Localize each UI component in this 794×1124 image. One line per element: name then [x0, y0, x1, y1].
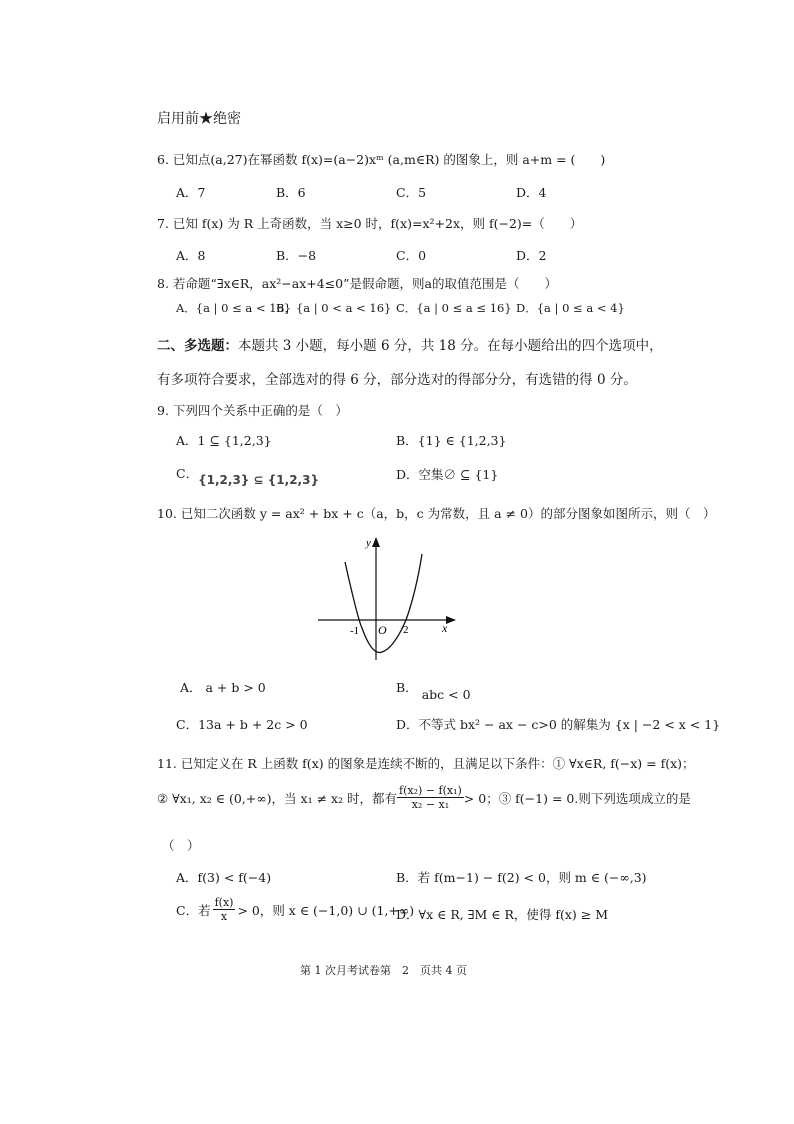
graph-root-left: -1 [350, 625, 360, 637]
parabola-graph [310, 534, 460, 664]
graph-y-label: y [366, 537, 371, 549]
exam-header-label: 启用前★绝密 [157, 111, 241, 127]
question-8-stem: 8. 若命题“∃x∈R，ax²−ax+4≤0”是假命题，则a的取值范围是（ ） [157, 276, 557, 291]
q11-fraction-denominator: x₂ − x₁ [411, 798, 450, 811]
q8-option-b: B．{a | 0 < a < 16} [276, 301, 392, 315]
question-9-stem: 9. 下列四个关系中正确的是（ ） [157, 403, 348, 418]
q9-option-c-label: C． [176, 466, 199, 481]
q7-option-b: B．−8 [276, 248, 317, 263]
section-2-title: 二、多选题： [157, 338, 238, 354]
question-7-stem: 7. 已知 f(x) 为 R 上奇函数，当 x≥0 时，f(x)=x²+2x，则 f(−2)=（ ） [157, 216, 583, 231]
q10-option-d: D．不等式 bx² − ax − c>0 的解集为 {x | −2 < x < 1} [396, 717, 721, 732]
q6-option-c: C．5 [396, 185, 427, 200]
q9-option-d: D．空集∅ ⊆ {1} [396, 467, 499, 482]
q7-option-a: A．8 [176, 248, 206, 263]
q11-option-b: B．若 f(m−1) − f(2) < 0，则 m ∈ (−∞,3) [396, 870, 647, 885]
q8-option-a: A．{a | 0 ≤ a < 16} [176, 301, 292, 315]
section-2-desc-1: 本题共 3 小题，每小题 6 分，共 18 分。在每小题给出的四个选项中， [238, 338, 663, 354]
q7-option-d: D．2 [516, 248, 547, 263]
q11-condition-2-text: ② ∀x₁, x₂ ∈ (0,+∞)，当 x₁ ≠ x₂ 时，都有 [157, 790, 398, 806]
q10-option-b [396, 678, 471, 702]
q10-option-c: C．13a + b + 2c > 0 [176, 717, 308, 732]
q11-fraction-numerator: f(x₂) − f(x₁) [399, 784, 462, 797]
parabola-curve [345, 554, 422, 653]
q9-option-c [176, 464, 319, 487]
q11-option-c [176, 896, 414, 923]
q10-option-b-label: B． [396, 680, 418, 695]
page-footer: 第 1 次月考试卷第 2 页共 4 页 [300, 964, 467, 977]
q9-option-c-expression: {1,2,3} ⊆ {1,2,3} [198, 473, 319, 487]
q10-option-b-expression: abc < 0 [421, 687, 471, 702]
q6-option-a: A．7 [176, 185, 206, 200]
q9-option-b: B．{1} ∈ {1,2,3} [396, 433, 507, 448]
q9-option-a: A．1 ⊆ {1,2,3} [176, 433, 272, 448]
q11-condition-3-text: > 0；③ f(−1) = 0.则下列选项成立的是 [463, 790, 691, 806]
question-11-stem-line-2 [157, 784, 691, 811]
question-11-stem-line-1: 11. 已知定义在 R 上函数 f(x) 的图象是连续不断的，且满足以下条件：① ∀x∈R, f(−x) = f(x)； [157, 756, 695, 771]
q8-option-c: C．{a | 0 ≤ a ≤ 16} [396, 301, 512, 315]
q11-option-c-rest: > 0，则 x ∈ (−1,0) ∪ (1,+∞) [237, 902, 415, 918]
q11-option-c-fraction [213, 896, 236, 923]
q10-option-a: A． a + b > 0 [180, 680, 266, 695]
q11-option-d: D．∀x ∈ R, ∃M ∈ R，使得 f(x) ≥ M [396, 907, 608, 922]
q8-option-d: D．{a | 0 ≤ a < 4} [516, 301, 625, 315]
q11-option-c-label: C．若 [176, 902, 211, 918]
q6-option-d: D．4 [516, 185, 547, 200]
q11-option-a: A．f(3) < f(−4) [176, 870, 272, 885]
y-axis-arrow [372, 537, 380, 547]
section-2-line-1 [157, 334, 663, 354]
question-6-stem: 6. 已知点(a,27)在幂函数 f(x)=(a−2)xᵐ (a,m∈R) 的图象上，则 a+m = ( ) [157, 152, 606, 167]
graph-root-right: 2 [403, 624, 409, 636]
q11-condition-2-fraction [397, 784, 464, 811]
q11-option-c-denominator: x [220, 910, 228, 923]
q7-option-c: C．0 [396, 248, 427, 263]
q11-option-c-numerator: f(x) [214, 896, 234, 909]
question-11-stem-line-3: （ ） [162, 838, 200, 853]
q6-option-b: B．6 [276, 185, 306, 200]
graph-x-label: x [442, 621, 448, 635]
x-axis-arrow [446, 616, 456, 624]
graph-origin-label: O [378, 623, 387, 637]
question-10-stem: 10. 已知二次函数 y = ax² + bx + c（a，b，c 为常数，且 a ≠ 0）的部分图象如图所示，则（ ） [157, 506, 716, 521]
section-2-line-2: 有多项符合要求，全部选对的得 6 分，部分选对的得部分分，有选错的得 0 分。 [157, 372, 637, 388]
